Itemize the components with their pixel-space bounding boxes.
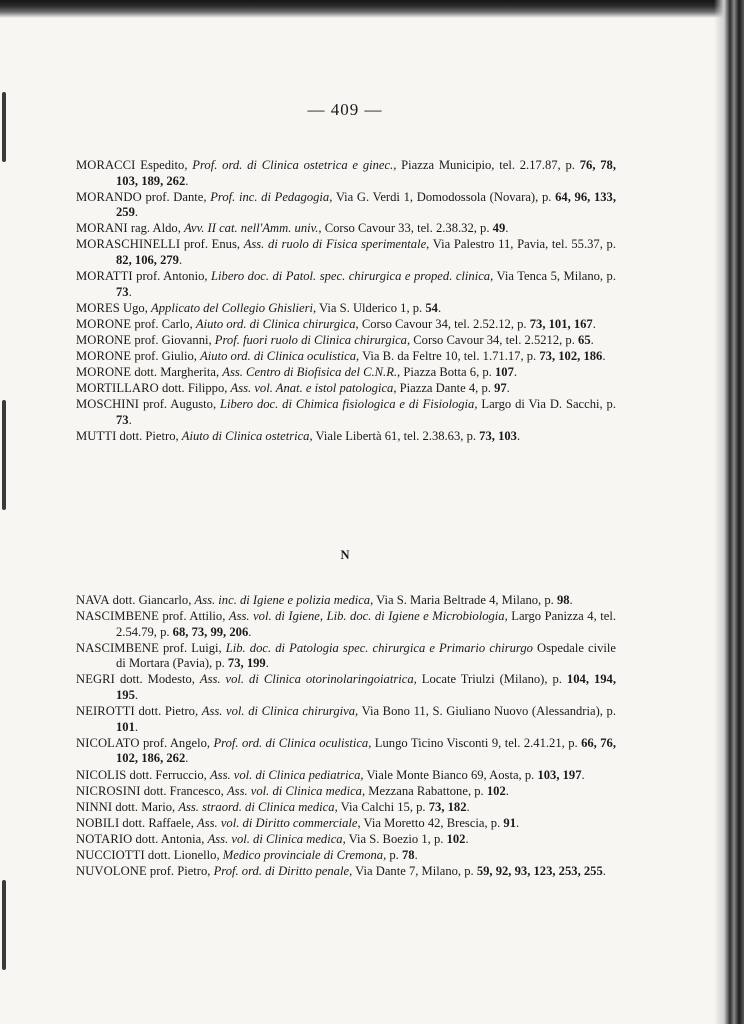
- entry-end: .: [602, 349, 606, 364]
- directory-entry: [76, 333, 616, 349]
- entry-post: Via Bono 11, S. Giuliano Nuovo (Alessandria), p.: [358, 704, 616, 719]
- entry-pages: 98: [556, 593, 570, 607]
- entry-pre: prof. Enus,: [180, 237, 244, 252]
- directory-entry: [76, 269, 616, 300]
- scan-binding-edge: [714, 0, 744, 1024]
- page-number: — 409 —: [307, 100, 383, 119]
- entry-name: NINNI: [76, 799, 113, 814]
- directory-entry: [76, 158, 616, 189]
- directory-entry: [76, 768, 616, 784]
- entry-role: Ass. vol. di Clinica otorinolaringoiatrica,: [199, 672, 417, 687]
- entry-name: MORASCHINELLI: [76, 237, 181, 252]
- entry-pages: 65: [578, 333, 591, 348]
- entry-end: .: [414, 848, 418, 862]
- entry-end: .: [505, 783, 509, 798]
- entry-post: Via B. da Feltre 10, tel. 1.71.17, p.: [359, 349, 540, 364]
- entry-end: .: [178, 253, 183, 268]
- entry-pre: Espedito,: [135, 158, 193, 172]
- entry-post: Via Dante 7, Milano, p.: [352, 864, 477, 879]
- entry-end: .: [516, 429, 521, 444]
- directory-entry: [76, 301, 616, 317]
- entry-pages: 102: [486, 783, 506, 798]
- entry-name: MOSCHINI: [76, 397, 140, 412]
- entry-name: NEIROTTI: [76, 704, 135, 719]
- entry-post: Corso Cavour 34, tel. 2.52.12, p.: [358, 316, 530, 331]
- entry-name: NOTARIO: [76, 831, 133, 846]
- entry-end: .: [128, 284, 132, 299]
- entry-name: NASCIMBENE: [76, 640, 159, 655]
- entry-role: Prof. fuori ruolo di Clinica chirurgica,: [214, 333, 411, 348]
- entry-role: Prof. ord. di Clinica oculistica,: [213, 735, 372, 750]
- entry-role: Ass. vol. di Clinica medica,: [226, 783, 366, 798]
- entry-role: Ass. straord. di Clinica medica,: [178, 799, 338, 814]
- entry-role: Medico provinciale di Cremona,: [222, 848, 387, 862]
- entry-pre: dott. Margherita,: [131, 365, 223, 380]
- entry-post: Piazza Botta 6, p.: [400, 365, 495, 380]
- entry-post: p.: [386, 848, 402, 862]
- directory-entry: [76, 221, 616, 237]
- entry-pages: 49: [492, 221, 506, 236]
- entry-pages: 73, 101, 167: [529, 316, 593, 331]
- entry-name: MORONE: [76, 316, 132, 331]
- entry-role: Ass. Centro di Biofisica del C.N.R.,: [222, 365, 401, 380]
- entry-pre: dott. Antonia,: [132, 831, 208, 846]
- entry-name: NICOLATO: [76, 735, 140, 750]
- entry-post: Corso Cavour 34, tel. 2.5212, p.: [410, 333, 579, 348]
- entry-post: Viale Monte Bianco 69, Aosta, p.: [363, 767, 538, 782]
- entry-end: .: [506, 381, 510, 396]
- entry-pages: 78: [401, 848, 415, 862]
- entry-end: .: [265, 656, 269, 671]
- entry-post: Viale Libertà 61, tel. 2.38.63, p.: [312, 429, 480, 444]
- entry-role: Ass. di ruolo di Fisica sperimentale,: [243, 237, 430, 252]
- entry-end: .: [185, 751, 189, 766]
- entry-end: .: [505, 221, 509, 236]
- entry-pre: prof. Giovanni,: [131, 333, 215, 348]
- entry-pre: dott. Mario,: [112, 799, 179, 814]
- entry-name: MORTILLARO: [76, 381, 159, 396]
- directory-entry: [76, 736, 616, 767]
- entry-pages: 54: [425, 300, 438, 315]
- directory-entry: [76, 609, 616, 640]
- entry-post: Via S. Boezio 1, p.: [345, 831, 447, 846]
- directory-entry: [76, 365, 616, 381]
- entry-role: Prof. inc. di Pedagogia,: [210, 189, 333, 204]
- entry-end: .: [437, 300, 442, 315]
- entry-pages: 73, 103: [479, 429, 517, 444]
- entries-section-m: [76, 158, 616, 445]
- entry-end: .: [134, 688, 139, 703]
- entry-name: NICOLIS: [76, 767, 127, 782]
- entry-name: MUTTI: [76, 429, 117, 444]
- entry-role: Ass. vol. Anat. e istol patologica,: [230, 381, 397, 396]
- entry-role: Avv. II cat. nell'Amm. univ.,: [184, 221, 322, 236]
- entry-name: NICROSINI: [76, 783, 141, 798]
- entry-pages: 68, 73, 99, 206: [172, 624, 249, 639]
- entry-pre: prof. Dante,: [141, 189, 211, 204]
- scan-margin-mark: [2, 880, 6, 970]
- directory-entry: [76, 317, 616, 333]
- entry-name: MORONE: [76, 333, 132, 348]
- entry-pre: dott. Pietro,: [116, 429, 182, 444]
- entry-post: Mezzana Rabattone, p.: [365, 783, 487, 798]
- entry-post: Piazza Dante 4, p.: [396, 381, 495, 396]
- entry-name: MORATTI: [76, 269, 133, 284]
- entry-role: Libero doc. di Patol. spec. chirurgica e proped. clinica,: [211, 269, 494, 284]
- directory-entry: [76, 381, 616, 397]
- entry-pre: dott. Pietro,: [134, 704, 202, 719]
- entry-end: .: [466, 799, 470, 814]
- entry-post: Via Tenca 5, Milano, p.: [493, 269, 617, 284]
- entry-pages: 73, 199: [227, 656, 266, 671]
- entry-role: Lib. doc. di Patologia spec. chirurgica e Primario chirurgo: [225, 640, 533, 655]
- entry-pages: 102: [446, 831, 466, 846]
- entry-role: Prof. ord. di Diritto penale,: [213, 864, 353, 879]
- directory-entry: [76, 864, 616, 880]
- entry-post: Piazza Municipio, tel. 2.17.87, p.: [396, 158, 580, 172]
- entry-pages: 104, 194, 195: [116, 672, 616, 703]
- scan-margin-mark: [2, 400, 6, 510]
- directory-entry: [76, 349, 616, 365]
- entry-pre: prof. Carlo,: [131, 316, 196, 331]
- entries-section-n: [76, 593, 616, 880]
- entry-name: MORANDO: [76, 189, 142, 204]
- entry-name: NUVOLONE: [76, 864, 147, 879]
- entry-pre: dott. Giancarlo,: [109, 593, 195, 607]
- entry-post: Via Palestro 11, Pavia, tel. 55.37, p.: [429, 237, 616, 252]
- entry-pre: prof. Antonio,: [132, 269, 212, 284]
- entry-role: Ass. vol. di Clinica pediatrica,: [209, 767, 364, 782]
- directory-entry: [76, 704, 616, 735]
- entry-end: .: [590, 333, 594, 348]
- entry-pre: rag. Aldo,: [127, 221, 185, 236]
- entry-end: .: [134, 719, 139, 734]
- entry-pre: dott. Lionello,: [144, 848, 223, 862]
- entry-role: Aiuto di Clinica ostetrica,: [181, 429, 313, 444]
- entry-pre: prof. Pietro,: [146, 864, 214, 879]
- entry-role: Aiuto ord. di Clinica oculistica,: [200, 349, 360, 364]
- section-letter: N: [340, 548, 350, 562]
- entry-pages: 73: [116, 284, 129, 299]
- entry-role: Ass. vol. di Clinica medica,: [207, 831, 346, 846]
- entry-name: MORACCI: [76, 158, 136, 172]
- entry-end: .: [185, 173, 189, 188]
- entry-role: Ass. vol. di Diritto commerciale,: [197, 815, 361, 830]
- entry-pages: 73, 102, 186: [539, 349, 603, 364]
- entry-pages: 107: [494, 365, 514, 380]
- directory-entry: [76, 429, 616, 445]
- directory-entry: [76, 832, 616, 848]
- entry-pages: 73: [116, 413, 129, 427]
- entry-pre: prof. Augusto,: [139, 397, 220, 412]
- entry-pages: 97: [494, 381, 507, 396]
- entry-name: MORES: [76, 300, 120, 315]
- entry-post: Via S. Maria Beltrade 4, Milano, p.: [373, 593, 557, 607]
- directory-entry: [76, 641, 616, 672]
- entry-name: NASCIMBENE: [76, 609, 159, 624]
- entry-post: Lungo Ticino Visconti 9, tel. 2.41.21, p.: [371, 735, 582, 750]
- entry-pre: dott. Raffaele,: [119, 815, 198, 830]
- entry-role: Aiuto ord. di Clinica chirurgica,: [195, 316, 359, 331]
- entry-end: .: [465, 831, 469, 846]
- entry-pages: 64, 96, 133, 259: [116, 189, 616, 220]
- directory-entry: [76, 816, 616, 832]
- entry-post: Via G. Verdi 1, Domodossola (Novara), p.: [332, 189, 556, 204]
- directory-entry: [76, 672, 616, 703]
- entry-role: Libero doc. di Chimica fisiologica e di Fisiologia,: [219, 397, 478, 412]
- entry-role: Applicato del Collegio Ghislieri,: [151, 300, 317, 315]
- entry-post: Corso Cavour 33, tel. 2.38.32, p.: [321, 221, 493, 236]
- entry-end: .: [515, 815, 520, 830]
- entry-name: NEGRI: [76, 672, 115, 687]
- directory-entry: [76, 237, 616, 268]
- entry-pages: 73, 182: [428, 799, 467, 814]
- entry-pages: 76, 78, 103, 189, 262: [116, 158, 616, 188]
- directory-entry: [76, 190, 616, 221]
- entry-name: NAVA: [76, 593, 110, 607]
- entry-pages: 66, 76, 102, 186, 262: [116, 735, 616, 766]
- entry-pages: 82, 106, 279: [116, 253, 179, 268]
- entry-pages: 91: [503, 815, 516, 830]
- entry-post: Locate Triulzi (Milano), p.: [416, 672, 567, 687]
- entry-end: .: [248, 624, 252, 639]
- entry-pre: prof. Angelo,: [139, 735, 214, 750]
- entry-pre: prof. Giulio,: [131, 349, 201, 364]
- entry-name: NUCCIOTTI: [76, 848, 145, 862]
- directory-entry: [76, 784, 616, 800]
- entry-post: Via Calchi 15, p.: [337, 799, 429, 814]
- entry-post: Ospedale civile di Mortara (Pavia), p.: [116, 640, 616, 671]
- entry-post: Via S. Ulderico 1, p.: [316, 300, 426, 315]
- entry-end: .: [128, 413, 132, 427]
- entry-end: .: [592, 316, 596, 331]
- entry-end: .: [134, 205, 139, 220]
- entry-end: .: [602, 864, 606, 879]
- directory-entry: [76, 397, 616, 428]
- entry-name: MORANI: [76, 221, 128, 236]
- entry-pre: dott. Francesco,: [140, 783, 227, 798]
- scan-top-edge: [0, 0, 744, 18]
- entry-pre: dott. Modesto,: [114, 672, 200, 687]
- directory-entry: [76, 848, 616, 864]
- entry-pages: 101: [116, 719, 135, 734]
- entry-post: Largo di Via D. Sacchi, p.: [477, 397, 616, 412]
- entry-pre: prof. Luigi,: [158, 640, 226, 655]
- entry-pages: 59, 92, 93, 123, 253, 255: [476, 864, 603, 879]
- entry-name: MORONE: [76, 349, 132, 364]
- entry-role: Ass. inc. di Igiene e polizia medica,: [194, 593, 374, 607]
- entry-pre: Ugo,: [119, 300, 152, 315]
- entry-end: .: [513, 365, 518, 380]
- entry-end: .: [569, 593, 573, 607]
- entry-role: Ass. vol. di Clinica chirurgiva,: [201, 704, 359, 719]
- entry-role: Prof. ord. di Clinica ostetrica e ginec.,: [192, 158, 397, 172]
- directory-entry: [76, 593, 616, 609]
- entry-post: Largo Panizza 4, tel. 2.54.79, p.: [116, 609, 616, 639]
- entry-role: Ass. vol. di Igiene, Lib. doc. di Igiene e Microbiologia,: [228, 609, 508, 624]
- entry-end: .: [581, 767, 585, 782]
- entry-pre: prof. Attilio,: [158, 609, 229, 624]
- entry-post: Via Moretto 42, Brescia, p.: [360, 815, 504, 830]
- entry-pre: dott. Ferruccio,: [126, 767, 210, 782]
- directory-entry: [76, 800, 616, 816]
- entry-name: MORONE: [76, 365, 132, 380]
- entry-name: NOBILI: [76, 815, 120, 830]
- entry-pages: 103, 197: [537, 767, 582, 782]
- entry-pre: dott. Filippo,: [158, 381, 231, 396]
